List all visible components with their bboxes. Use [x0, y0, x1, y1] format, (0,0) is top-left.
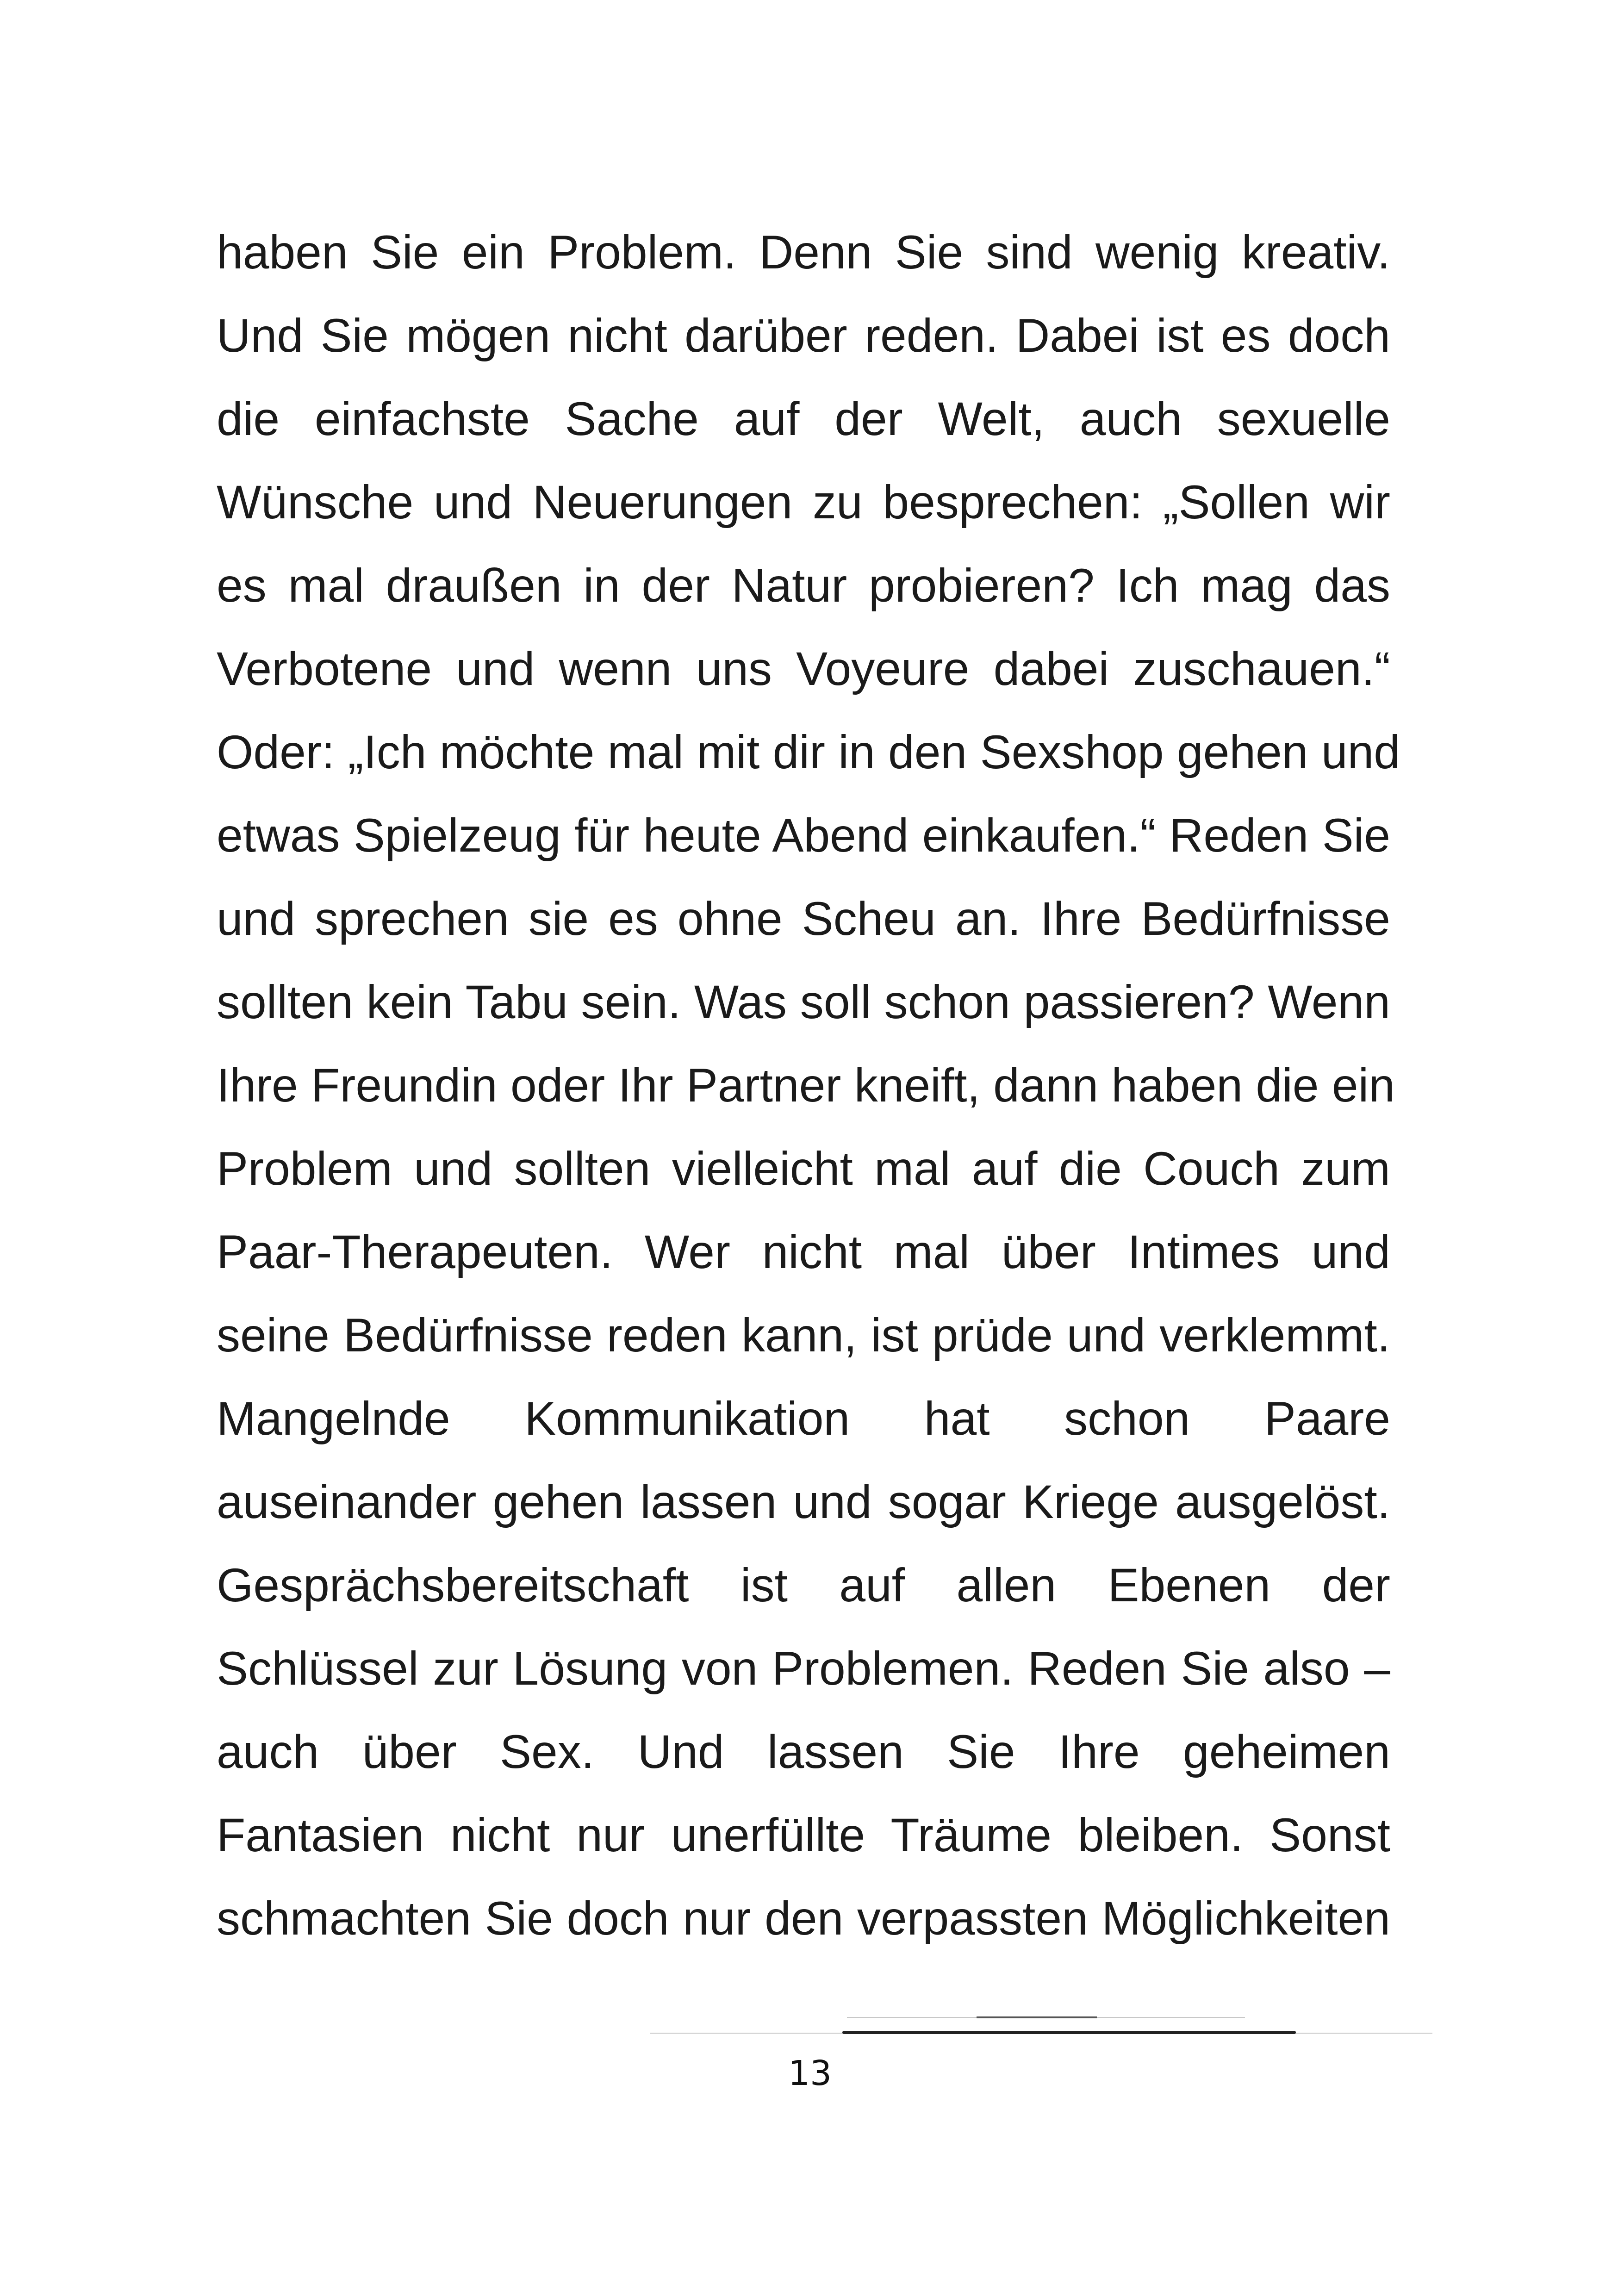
text-line: Verbotene und wenn uns Voyeure dabei zuschauen.“ — [217, 642, 1390, 695]
text-line: es mal draußen in der Natur probieren? Ich mag das — [217, 559, 1390, 612]
text-line: die einfachste Sache auf der Welt, auch sexuelle — [217, 392, 1390, 445]
text-line: Oder: „Ich möchte mal mit dir in den Sexshop gehen und — [217, 726, 1400, 778]
page-number: 13 — [788, 2053, 832, 2093]
text-line: auseinander gehen lassen und sogar Kriege ausgelöst. — [217, 1475, 1390, 1528]
text-line: Paar-Therapeuten. Wer nicht mal über Intimes und — [217, 1226, 1390, 1278]
text-line: haben Sie ein Problem. Denn Sie sind wenig kreativ. — [217, 226, 1390, 279]
text-line: auch über Sex. Und lassen Sie Ihre geheimen — [217, 1725, 1390, 1778]
text-line: Gesprächsbereitschaft ist auf allen Ebenen der — [217, 1559, 1390, 1612]
text-line: Ihre Freundin oder Ihr Partner kneift, dann haben die ein — [217, 1059, 1395, 1112]
body-text — [217, 211, 1400, 1960]
text-line: seine Bedürfnisse reden kann, ist prüde und verklemmt. — [217, 1309, 1390, 1362]
text-line: etwas Spielzeug für heute Abend einkaufen.“ Reden Sie — [217, 809, 1390, 862]
footer-rule-decoration — [977, 2016, 1097, 2018]
text-line: Wünsche und Neuerungen zu besprechen: „Sollen wir — [217, 476, 1390, 529]
text-line: Mangelnde Kommunikation hat schon Paare — [217, 1392, 1390, 1445]
text-line: und sprechen sie es ohne Scheu an. Ihre Bedürfnisse — [217, 892, 1390, 945]
text-line: Problem und sollten vielleicht mal auf die Couch zum — [217, 1142, 1390, 1195]
text-line: sollten kein Tabu sein. Was soll schon passieren? Wenn — [217, 976, 1390, 1028]
text-line: schmachten Sie doch nur den verpassten Möglichkeiten — [217, 1892, 1390, 1945]
footer-rule-accent — [842, 2031, 1296, 2034]
text-line: Schlüssel zur Lösung von Problemen. Reden Sie also – — [217, 1642, 1390, 1695]
text-line: Fantasien nicht nur unerfüllte Träume bleiben. Sonst — [217, 1809, 1390, 1861]
text-line: Und Sie mögen nicht darüber reden. Dabei ist es doch — [217, 309, 1390, 362]
